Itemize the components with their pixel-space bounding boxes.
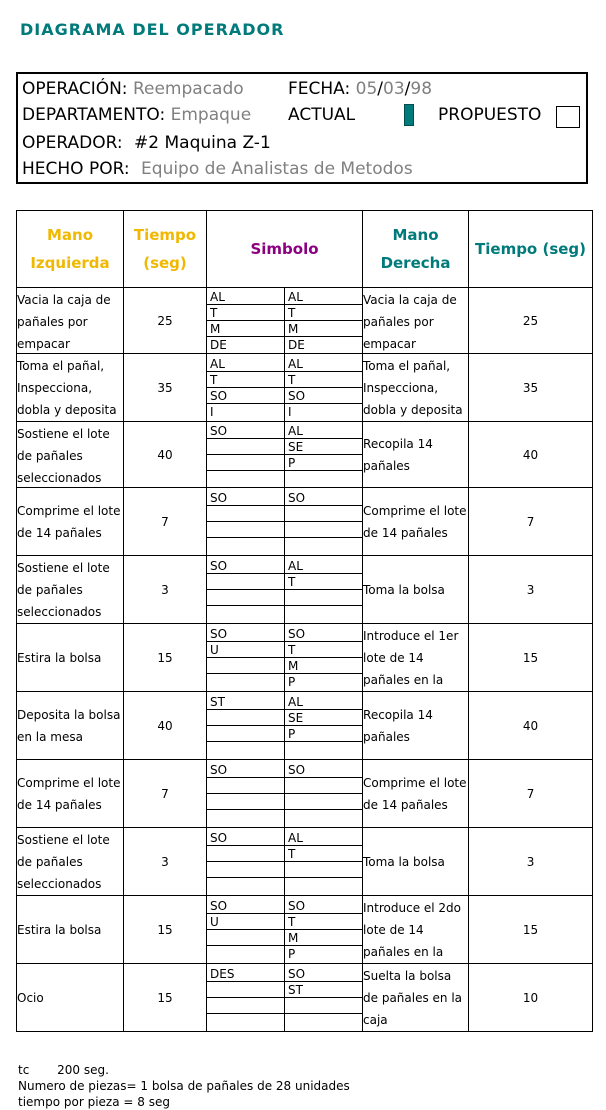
table-row (17, 488, 593, 556)
departamento-label: DEPARTAMENTO: (22, 105, 166, 125)
fecha-day: 05 (355, 79, 378, 99)
header-time-left (124, 211, 207, 288)
symbol-code: SO (285, 898, 362, 914)
table-row (17, 692, 593, 760)
left-hand-symbols (207, 354, 285, 422)
left-hand-activity (17, 556, 124, 624)
left-hand-activity (17, 828, 124, 896)
symbol-code: SO (207, 626, 284, 642)
symbol-code (285, 606, 362, 622)
header-info-box (16, 72, 588, 184)
right-hand-time: 3 (469, 556, 593, 624)
right-hand-symbols (285, 488, 363, 556)
right-hand-time: 3 (469, 828, 593, 896)
operator-chart-table (16, 210, 593, 1032)
symbol-code: P (288, 674, 296, 689)
right-hand-activity (363, 624, 469, 692)
hecho-value: Equipo de Analistas de Metodos (141, 159, 413, 179)
footer-tc (18, 1062, 109, 1078)
fecha-year: 98 (410, 79, 433, 99)
footer-tc-value: 200 seg. (57, 1063, 109, 1077)
left-hand-activity (17, 760, 124, 828)
symbol-code: I (288, 404, 292, 419)
operador-value: #2 Maquina Z-1 (134, 133, 271, 153)
symbol-code (285, 506, 362, 522)
right-hand-time: 40 (469, 692, 593, 760)
left-hand-activity-text: Deposita la bolsa en la mesa (17, 707, 121, 744)
symbol-code (207, 810, 284, 826)
symbol-code (207, 590, 284, 606)
symbol-code: T (285, 574, 362, 590)
left-hand-time: 15 (124, 624, 207, 692)
left-hand-activity-text: Vacia la caja de pañales por empacar (17, 292, 111, 351)
symbol-code (207, 455, 284, 471)
right-hand-symbols (285, 760, 363, 828)
symbol-code (285, 742, 362, 758)
fecha-field (288, 76, 432, 102)
header-right-hand-line2: Derecha (380, 254, 451, 272)
symbol-code (207, 471, 284, 487)
right-hand-activity (363, 288, 469, 354)
symbol-code (285, 1014, 362, 1030)
symbol-code (285, 878, 362, 894)
symbol-code (207, 778, 284, 794)
left-hand-time: 40 (124, 692, 207, 760)
symbol-code: U (207, 914, 284, 930)
table-row (17, 896, 593, 964)
symbol-code (207, 538, 284, 554)
symbol-code (207, 506, 284, 522)
symbol-code (285, 794, 362, 810)
left-hand-activity-text: Sostiene el lote de pañales seleccionados (17, 560, 110, 619)
symbol-code (207, 606, 284, 622)
symbol-code: AL (207, 289, 284, 305)
right-hand-activity-text: Toma el pañal, Inspecciona, dobla y deposita (363, 358, 463, 417)
symbol-code: T (285, 642, 362, 658)
left-hand-activity (17, 488, 124, 556)
fecha-month: 03 (383, 79, 405, 99)
table-row (17, 556, 593, 624)
right-hand-activity-text: Comprime el lote de 14 pañales (363, 503, 467, 540)
right-hand-activity-text: Recopila 14 pañales (363, 436, 433, 473)
operador-label: OPERADOR: (22, 133, 123, 153)
left-hand-symbols (207, 556, 285, 624)
right-hand-activity-text: Toma la bolsa (363, 854, 445, 869)
left-hand-activity (17, 692, 124, 760)
symbol-code: SO (207, 490, 284, 506)
right-hand-symbols (285, 624, 363, 692)
symbol-code: M (207, 321, 284, 337)
symbol-code: AL (285, 558, 362, 574)
symbol-code: SO (207, 558, 284, 574)
right-hand-activity (363, 692, 469, 760)
right-hand-activity-text: Vacia la caja de pañales por empacar (363, 292, 457, 351)
symbol-code: T (285, 305, 362, 321)
left-hand-activity-text: Sostiene el lote de pañales seleccionados (17, 832, 110, 891)
symbol-code: ST (207, 694, 284, 710)
right-hand-activity (363, 354, 469, 422)
symbol-code: SO (207, 423, 284, 439)
symbol-code: SO (285, 966, 362, 982)
right-hand-symbols (285, 692, 363, 760)
operacion-value: Reempacado (132, 79, 244, 99)
symbol-code (285, 778, 362, 794)
symbol-code (207, 439, 284, 455)
left-hand-activity-text: Estira la bolsa (17, 922, 102, 937)
right-hand-symbols (285, 354, 363, 422)
right-hand-activity-text: Suelta la bolsa de pañales en la caja (363, 968, 463, 1027)
symbol-code: M (285, 321, 362, 337)
left-hand-symbols (207, 828, 285, 896)
right-hand-time: 7 (469, 488, 593, 556)
right-hand-time: 35 (469, 354, 593, 422)
left-hand-symbols (207, 422, 285, 488)
right-hand-activity (363, 964, 469, 1032)
fecha-slash-2: / (404, 79, 411, 99)
left-hand-activity-text: Comprime el lote de 14 pañales (17, 503, 121, 540)
left-hand-symbols (207, 896, 285, 964)
header-time-right: Tiempo (seg) (469, 211, 593, 288)
right-hand-time: 40 (469, 422, 593, 488)
symbol-code (207, 982, 284, 998)
footer-tc-label: tc (18, 1063, 30, 1077)
left-hand-activity (17, 896, 124, 964)
symbol-code (285, 590, 362, 606)
symbol-code: T (285, 914, 362, 930)
symbol-code (285, 471, 362, 487)
left-hand-time: 3 (124, 556, 207, 624)
symbol-code: SO (285, 388, 362, 404)
symbol-code: DES (207, 966, 284, 982)
symbol-code: P (285, 726, 362, 742)
symbol-code: SO (285, 626, 362, 642)
symbol-code: AL (285, 356, 362, 372)
symbol-code: P (288, 946, 296, 961)
symbol-code: SE (285, 439, 362, 455)
left-hand-symbols (207, 692, 285, 760)
symbol-code: T (285, 846, 362, 862)
header-time-left-line1: Tiempo (133, 226, 197, 244)
symbol-code (285, 810, 362, 826)
symbol-code: M (285, 930, 362, 946)
departamento-value: Empaque (170, 105, 252, 125)
symbol-code: SO (207, 830, 284, 846)
operacion-label: OPERACIÓN: (22, 79, 128, 99)
left-hand-time: 3 (124, 828, 207, 896)
hecho-label: HECHO POR: (22, 159, 130, 179)
symbol-code (207, 794, 284, 810)
left-hand-activity (17, 422, 124, 488)
table-row (17, 422, 593, 488)
left-hand-symbols (207, 288, 285, 354)
symbol-code: AL (285, 423, 362, 439)
right-hand-activity-text: Recopila 14 pañales (363, 707, 433, 744)
symbol-code: AL (285, 694, 362, 710)
hecho-por-row (22, 156, 413, 182)
header-left-hand-line1: Mano (46, 226, 94, 244)
symbol-code: SO (285, 490, 362, 506)
table-row (17, 828, 593, 896)
table-row (17, 354, 593, 422)
symbol-code (207, 862, 284, 878)
symbol-code: AL (285, 289, 362, 305)
left-hand-time: 15 (124, 964, 207, 1032)
table-row (17, 288, 593, 354)
left-hand-activity (17, 288, 124, 354)
right-hand-activity (363, 896, 469, 964)
right-hand-activity (363, 422, 469, 488)
symbol-code (285, 522, 362, 538)
symbol-code (207, 878, 284, 894)
symbol-code (207, 930, 284, 946)
right-hand-activity (363, 556, 469, 624)
symbol-code (285, 538, 362, 554)
table-row (17, 624, 593, 692)
left-hand-activity (17, 354, 124, 422)
header-left-hand-line2: Izquierda (30, 254, 110, 272)
left-hand-time: 40 (124, 422, 207, 488)
symbol-code (207, 658, 284, 674)
symbol-code: SE (285, 710, 362, 726)
footer-tiempo-pieza: tiempo por pieza = 8 seg (18, 1095, 170, 1109)
symbol-code (285, 998, 362, 1014)
departamento-row (22, 102, 251, 128)
actual-label: ACTUAL (288, 105, 356, 125)
symbol-code (207, 846, 284, 862)
right-hand-activity (363, 488, 469, 556)
header-left-hand (17, 211, 124, 288)
right-hand-activity-text: Toma la bolsa (363, 582, 445, 597)
right-hand-time: 7 (469, 760, 593, 828)
symbol-code: M (285, 658, 362, 674)
left-hand-time: 7 (124, 760, 207, 828)
right-hand-activity (363, 760, 469, 828)
symbol-code (207, 946, 284, 962)
symbol-code (207, 574, 284, 590)
header-right-hand-line1: Mano (392, 226, 439, 244)
actual-checkbox-filled[interactable] (404, 104, 414, 126)
symbol-code: AL (285, 830, 362, 846)
header-symbol: Simbolo (207, 211, 363, 288)
page-title: DIAGRAMA DEL OPERADOR (20, 20, 285, 39)
propuesto-label: PROPUESTO (438, 105, 542, 125)
footer-piezas: Numero de piezas= 1 bolsa de pañales de 28 unidades (18, 1079, 350, 1093)
operacion-row (22, 76, 244, 102)
left-hand-activity-text: Comprime el lote de 14 pañales (17, 775, 121, 812)
symbol-code: DE (288, 337, 305, 352)
left-hand-time: 35 (124, 354, 207, 422)
right-hand-symbols (285, 896, 363, 964)
right-hand-time: 15 (469, 624, 593, 692)
table-row (17, 964, 593, 1032)
right-hand-symbols (285, 556, 363, 624)
table-header-row (17, 211, 593, 288)
left-hand-activity-text: Sostiene el lote de pañales seleccionados (17, 426, 110, 485)
left-hand-time: 15 (124, 896, 207, 964)
symbol-code: AL (207, 356, 284, 372)
symbol-code (207, 726, 284, 742)
symbol-code: T (285, 372, 362, 388)
left-hand-activity-text: Toma el pañal, Inspecciona, dobla y deposita (17, 358, 117, 417)
right-hand-time: 25 (469, 288, 593, 354)
symbol-code (207, 1014, 284, 1030)
symbol-code: SO (207, 762, 284, 778)
symbol-code (207, 522, 284, 538)
symbol-code (207, 710, 284, 726)
symbol-code: T (207, 372, 284, 388)
right-hand-symbols (285, 422, 363, 488)
symbol-code (207, 742, 284, 758)
right-hand-activity (363, 828, 469, 896)
propuesto-checkbox-empty[interactable] (556, 106, 580, 128)
symbol-code (285, 862, 362, 878)
symbol-code: SO (207, 898, 284, 914)
left-hand-activity-text: Estira la bolsa (17, 650, 102, 665)
symbol-code: T (207, 305, 284, 321)
symbol-code: ST (285, 982, 362, 998)
right-hand-symbols (285, 964, 363, 1032)
symbol-code: SO (207, 388, 284, 404)
fecha-slash-1: / (377, 79, 384, 99)
left-hand-activity (17, 624, 124, 692)
left-hand-symbols (207, 624, 285, 692)
right-hand-symbols (285, 288, 363, 354)
left-hand-symbols (207, 964, 285, 1032)
header-right-hand (363, 211, 469, 288)
symbol-code: SO (285, 762, 362, 778)
right-hand-activity-text: Introduce el 2do lote de 14 pañales en la (363, 900, 462, 959)
left-hand-activity-text: Ocio (17, 990, 44, 1005)
right-hand-activity-text: Comprime el lote de 14 pañales (363, 775, 467, 812)
table-row (17, 760, 593, 828)
symbol-code: P (285, 455, 362, 471)
symbol-code: U (207, 642, 284, 658)
right-hand-time: 15 (469, 896, 593, 964)
symbol-code (207, 674, 284, 690)
left-hand-symbols (207, 488, 285, 556)
symbol-code: DE (210, 337, 227, 352)
left-hand-symbols (207, 760, 285, 828)
left-hand-activity (17, 964, 124, 1032)
operador-row (22, 130, 271, 156)
right-hand-symbols (285, 828, 363, 896)
right-hand-time: 10 (469, 964, 593, 1032)
symbol-code (207, 998, 284, 1014)
fecha-label: FECHA: (288, 79, 351, 99)
right-hand-activity-text: Introduce el 1er lote de 14 pañales en la (363, 628, 459, 687)
left-hand-time: 25 (124, 288, 207, 354)
symbol-code: I (210, 404, 214, 419)
left-hand-time: 7 (124, 488, 207, 556)
header-time-left-line2: (seg) (143, 254, 187, 272)
